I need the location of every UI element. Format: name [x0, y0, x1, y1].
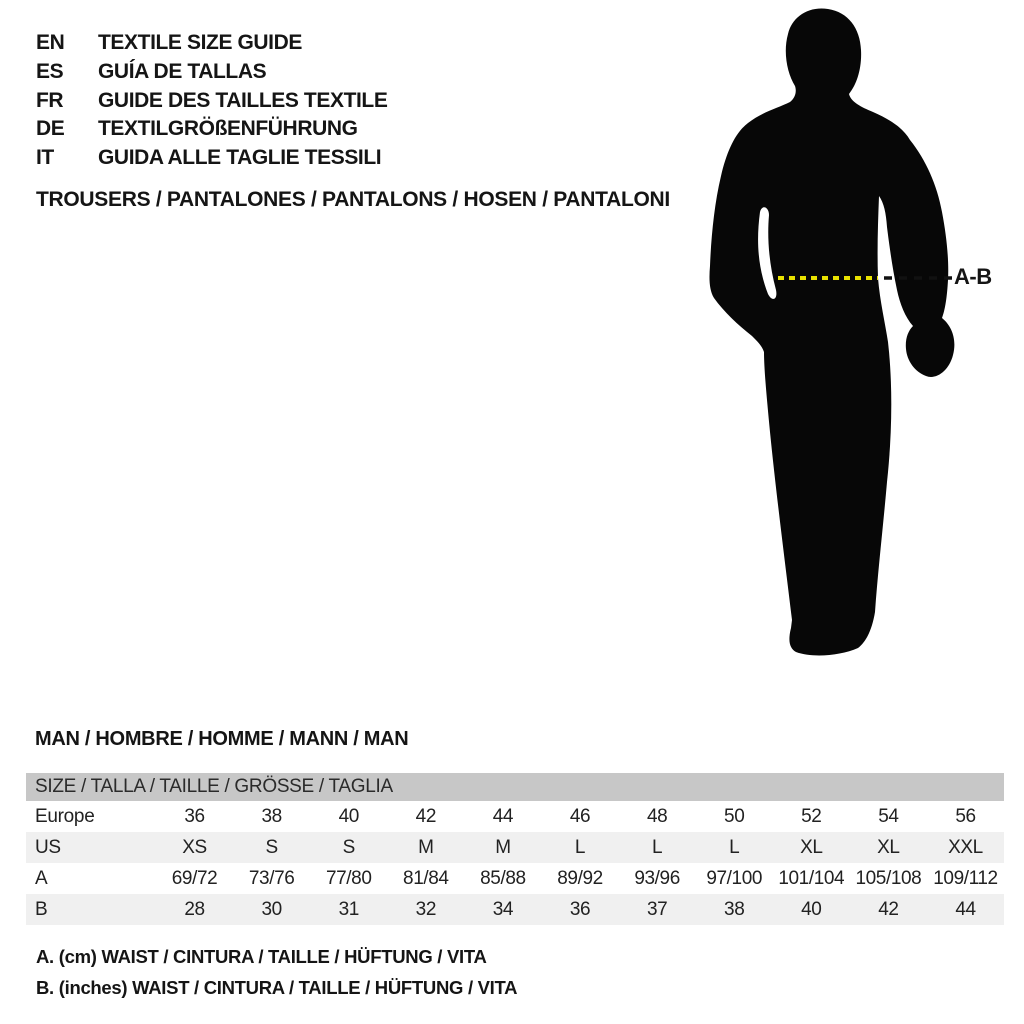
size-cell: 52 [801, 805, 822, 827]
footnote-b: B. (inches) WAIST / CINTURA / TAILLE / HÜFTUNG / VITA [36, 977, 518, 998]
size-cell: S [265, 836, 278, 858]
size-cell: 44 [955, 898, 976, 920]
man-silhouette-figure [680, 0, 1024, 690]
size-cell: 81/84 [403, 867, 449, 889]
size-cell: 37 [646, 898, 668, 920]
size-cell: L [652, 836, 663, 858]
size-cell: L [574, 836, 586, 858]
table-row [26, 894, 1004, 925]
size-cell: S [342, 836, 355, 858]
language-code: IT [36, 146, 54, 170]
language-label: GUÍA DE TALLAS [98, 60, 267, 84]
size-cell: XS [182, 836, 207, 858]
size-cell: 28 [184, 898, 205, 920]
size-cell: 38 [261, 805, 282, 827]
row-label: US [35, 836, 61, 858]
category-title: TROUSERS / PANTALONES / PANTALONS / HOSEN / PANTALONI [36, 188, 670, 211]
size-cell: 77/80 [325, 867, 372, 889]
language-code: DE [36, 117, 65, 141]
table-row [26, 832, 1004, 863]
size-cell: 42 [878, 898, 899, 920]
row-label: Europe [35, 805, 95, 827]
language-code: EN [36, 31, 65, 55]
language-row [36, 144, 387, 173]
size-cell: 56 [955, 805, 976, 827]
language-row [36, 58, 387, 87]
size-cell: 50 [724, 805, 745, 827]
language-row [36, 29, 387, 58]
size-cell: 101/104 [778, 867, 845, 889]
size-cell: 38 [724, 898, 745, 920]
language-label: TEXTILGRÖßENFÜHRUNG [98, 117, 358, 141]
size-cell: M [418, 836, 434, 858]
size-cell: 97/100 [706, 867, 763, 889]
language-label: TEXTILE SIZE GUIDE [98, 31, 302, 55]
language-label: GUIDA ALLE TAGLIE TESSILI [98, 146, 382, 170]
footnote-a: A. (cm) WAIST / CINTURA / TAILLE / HÜFTUNG / VITA [36, 946, 487, 967]
size-cell: 42 [415, 805, 436, 827]
size-cell: 48 [646, 805, 668, 827]
measure-label: A-B [954, 264, 992, 289]
size-cell: 89/92 [557, 867, 603, 889]
language-list [36, 29, 387, 172]
size-cell: 109/112 [933, 867, 998, 889]
size-cell: 105/108 [855, 867, 922, 889]
size-cell: 40 [338, 805, 359, 827]
man-silhouette [709, 9, 954, 656]
size-cell: 36 [184, 805, 205, 827]
size-cell: L [729, 836, 740, 858]
size-cell: 36 [569, 898, 591, 920]
size-cell: 30 [261, 898, 282, 920]
row-label: A [35, 867, 48, 889]
table-row [26, 863, 1004, 894]
size-cell: 44 [492, 805, 514, 827]
size-cell: 40 [801, 898, 822, 920]
language-row [36, 115, 387, 144]
size-cell: 73/76 [248, 867, 295, 889]
size-cell: 85/88 [480, 867, 526, 889]
size-cell: 34 [492, 898, 514, 920]
size-table-header: SIZE / TALLA / TAILLE / GRÖSSE / TAGLIA [26, 773, 1004, 801]
size-cell: 93/96 [634, 867, 680, 889]
size-table [26, 773, 1004, 925]
language-row [36, 86, 387, 115]
row-label: B [35, 898, 48, 920]
size-cell: M [495, 836, 511, 858]
size-cell: 69/72 [171, 867, 218, 889]
size-cell: XXL [948, 836, 983, 858]
table-row [26, 801, 1004, 832]
size-cell: 54 [878, 805, 899, 827]
size-cell: 31 [338, 898, 359, 920]
language-code: FR [36, 88, 64, 112]
section-title-man: MAN / HOMBRE / HOMME / MANN / MAN [35, 728, 409, 750]
size-cell: XL [877, 836, 900, 858]
size-cell: 46 [569, 805, 591, 827]
language-code: ES [36, 60, 64, 84]
size-cell: XL [800, 836, 823, 858]
size-cell: 32 [415, 898, 436, 920]
size-table-rows [26, 801, 1004, 925]
language-label: GUIDE DES TAILLES TEXTILE [98, 88, 388, 112]
